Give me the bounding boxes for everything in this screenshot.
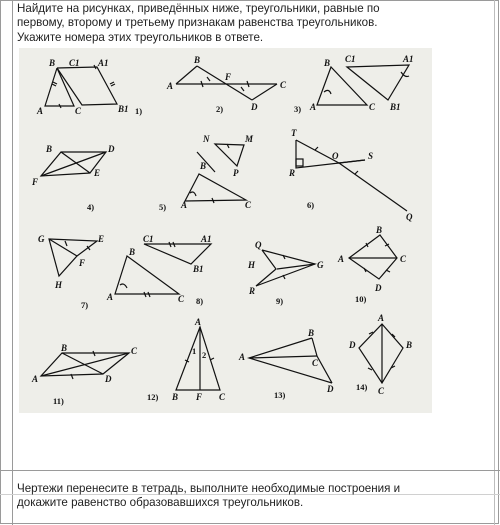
label-f3-A1: A1 [403, 54, 414, 64]
label-f3-A: A [310, 102, 317, 112]
label-f1-A1: A1 [98, 58, 109, 68]
label-f2-D: D [251, 102, 258, 112]
label-f14-A: A [378, 313, 385, 323]
figure-3 [317, 65, 409, 105]
figure-13-number: 13) [274, 390, 286, 400]
label-f13-B: B [308, 328, 315, 338]
table-left-column-divider [12, 0, 13, 525]
label-f9-R: R [249, 286, 256, 296]
label-f12-angle-2: 2 [202, 350, 207, 360]
label-f13-A: A [239, 352, 246, 362]
label-f12-angle-1: 1 [192, 346, 197, 356]
label-f14-D: D [349, 340, 356, 350]
figure-10 [349, 235, 397, 279]
label-f6-R: R [289, 168, 296, 178]
label-f6-Q: Q [406, 212, 413, 222]
figure-2-number: 2) [216, 104, 224, 114]
label-f5-N: N [203, 134, 210, 144]
label-f9-G: G [317, 260, 324, 270]
figure-6-number: 6) [307, 200, 315, 210]
label-f10-D: D [375, 283, 382, 293]
figure-1-number: 1) [135, 106, 143, 116]
figure-12 [176, 327, 220, 390]
figure-5-number: 5) [159, 202, 167, 212]
task-line-1: Найдите на рисунках, приведённых ниже, треугольники, равные по [17, 2, 380, 15]
label-f7-G: G [38, 234, 45, 244]
task-text [17, 2, 487, 45]
table-row-divider [0, 470, 500, 471]
figure-9 [256, 250, 315, 286]
label-f1-A: A [37, 106, 44, 116]
label-f11-A: A [32, 374, 39, 384]
figure-11 [41, 351, 129, 379]
figure-9-number: 9) [276, 296, 284, 306]
label-f8-B1: B1 [193, 264, 204, 274]
label-f5-P: P [233, 168, 239, 178]
label-f4-D: D [108, 144, 115, 154]
label-f6-T: T [291, 128, 297, 138]
label-f7-E: E [98, 234, 105, 244]
label-f14-B: B [406, 340, 413, 350]
figure-14 [359, 324, 403, 383]
label-f1-B1: B1 [118, 104, 129, 114]
label-f6-S: S [368, 151, 374, 161]
label-f7-H: H [55, 280, 63, 290]
label-f10-B: B [376, 225, 383, 235]
label-f9-Q: Q [255, 240, 262, 250]
label-f6-O: O [332, 151, 339, 161]
instructions-line-1: Чертежи перенесите в тетрадь, выполните необходимые построения и [17, 482, 401, 495]
figures-image [19, 48, 432, 413]
label-f8-C: C [178, 294, 185, 304]
label-f1-C: C [75, 106, 82, 116]
label-f7-F: F [79, 258, 86, 268]
figure-11-number: 11) [53, 396, 64, 406]
label-f14-C: C [378, 386, 385, 396]
label-f12-F: F [196, 392, 203, 402]
label-f4-E: E [94, 168, 101, 178]
label-f8-A1: A1 [201, 234, 212, 244]
instructions-text [17, 482, 487, 511]
figure-7 [49, 239, 97, 276]
figure-10-number: 10) [355, 294, 367, 304]
label-f1-B: B [49, 58, 56, 68]
table-right-column-divider [494, 0, 495, 525]
label-f4-B: B [46, 144, 53, 154]
label-f9-H: H [248, 260, 256, 270]
label-f13-C: C [312, 358, 319, 368]
figure-4-number: 4) [87, 202, 95, 212]
label-f5-A: A [181, 200, 188, 210]
label-f8-A: A [107, 292, 114, 302]
label-f5-B: B [200, 161, 207, 171]
label-f10-A: A [338, 254, 345, 264]
figure-3-number: 3) [294, 104, 302, 114]
label-f5-C: C [245, 200, 252, 210]
label-f2-A: A [167, 81, 174, 91]
figure-7-number: 7) [81, 300, 89, 310]
label-f3-B1: B1 [390, 102, 401, 112]
figure-1 [45, 65, 117, 108]
label-f3-C1: C1 [345, 54, 356, 64]
label-f11-B: B [61, 343, 68, 353]
label-f8-C1: C1 [143, 234, 154, 244]
label-f2-C: C [280, 80, 287, 90]
figure-14-number: 14) [356, 382, 368, 392]
label-f1-C1: C1 [69, 58, 80, 68]
task-line-3: Укажите номера этих треугольников в ответе. [17, 30, 264, 44]
label-f12-C: C [219, 392, 226, 402]
figure-13 [249, 338, 332, 383]
label-f4-F: F [32, 177, 39, 187]
label-f3-C: C [369, 102, 376, 112]
label-f12-B: B [172, 392, 179, 402]
label-f11-D: D [105, 374, 112, 384]
label-f3-B: B [324, 58, 331, 68]
instructions-line-2: докажите равенство образовавшихся треугольников. [17, 496, 304, 510]
label-f10-C: C [400, 254, 407, 264]
figure-8-number: 8) [196, 296, 204, 306]
label-f2-F: F [225, 72, 232, 82]
task-line-2: первому, второму и третьему признакам равенства треугольников. [17, 16, 378, 30]
figure-12-number: 12) [147, 392, 159, 402]
label-f5-M: M [245, 134, 254, 144]
label-f12-A: A [195, 317, 202, 327]
label-f8-B: B [129, 247, 136, 257]
label-f2-B: B [194, 55, 201, 65]
label-f11-C: C [131, 346, 138, 356]
figures-drawing [19, 48, 432, 413]
label-f13-D: D [327, 384, 334, 394]
